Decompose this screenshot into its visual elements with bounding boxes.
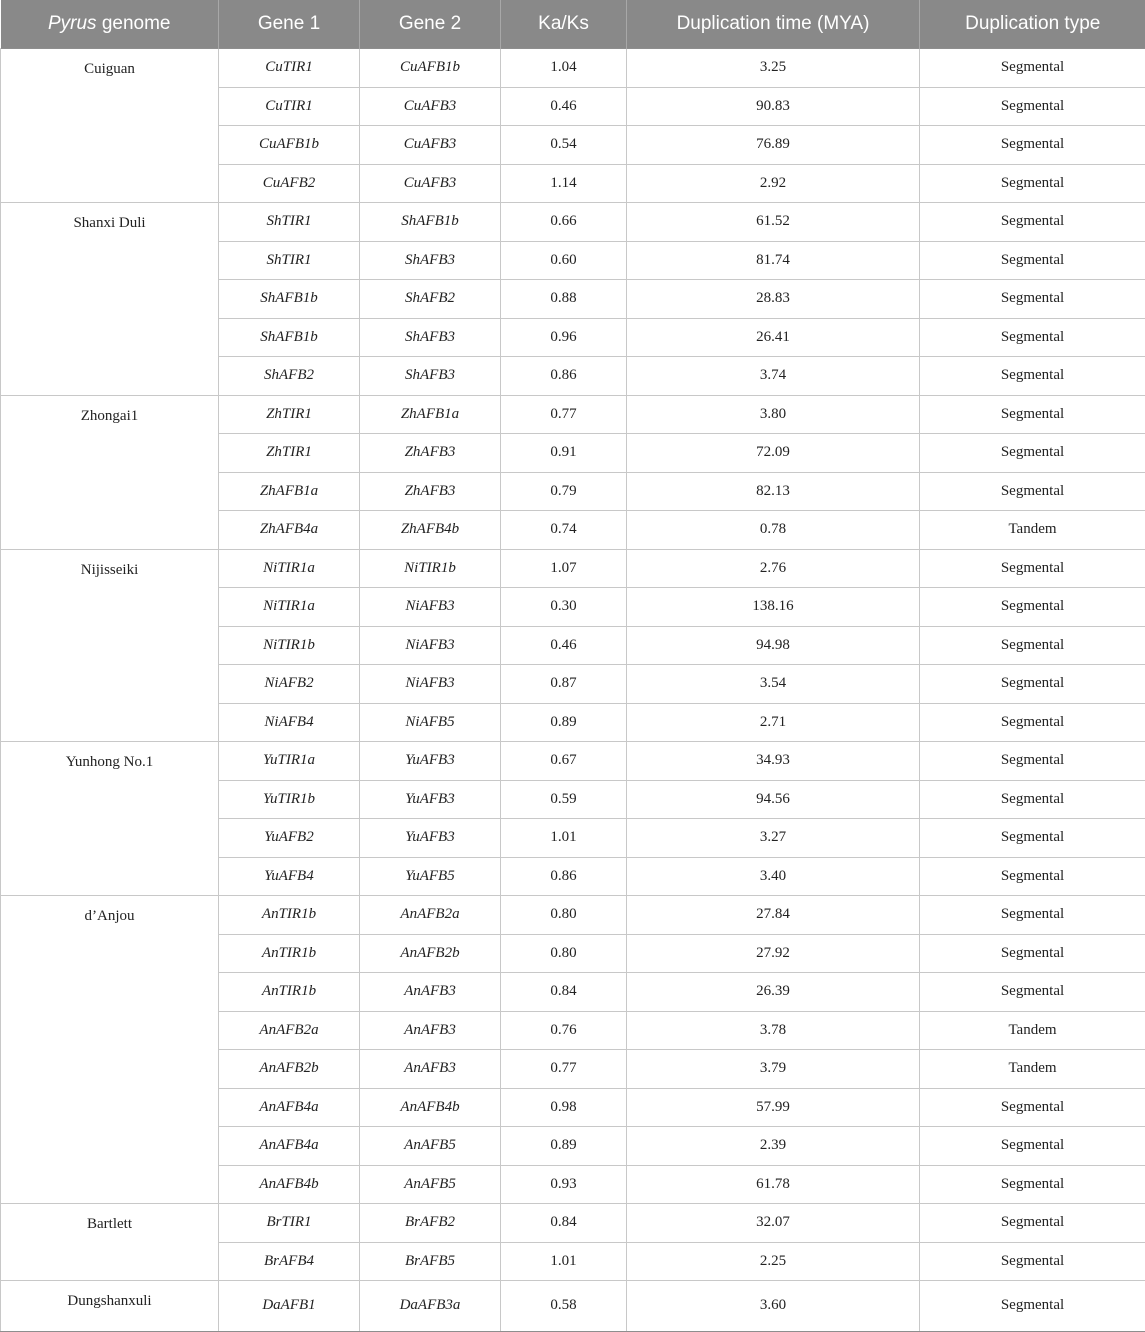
gene-1-cell: NiTIR1a: [219, 588, 360, 627]
gene-1-cell: AnAFB4b: [219, 1165, 360, 1204]
genome-name-cell: Shanxi Duli: [1, 203, 219, 396]
duplication-time-cell: 3.74: [627, 357, 920, 396]
duplication-time-cell: 28.83: [627, 280, 920, 319]
gene-1-cell: ShTIR1: [219, 203, 360, 242]
gene-1-cell: NiTIR1a: [219, 549, 360, 588]
gene-2-cell: CuAFB3: [360, 126, 501, 165]
gene-2-cell: ShAFB1b: [360, 203, 501, 242]
genome-name-cell: Cuiguan: [1, 49, 219, 203]
header-gene-2: Gene 2: [360, 0, 501, 49]
duplication-type-cell: Segmental: [920, 549, 1145, 588]
duplication-type-cell: Segmental: [920, 280, 1145, 319]
gene-1-cell: YuAFB2: [219, 819, 360, 858]
ka-ks-cell: 0.89: [501, 703, 627, 742]
duplication-type-cell: Segmental: [920, 49, 1145, 88]
gene-1-cell: ZhAFB1a: [219, 472, 360, 511]
gene-2-cell: ZhAFB3: [360, 434, 501, 473]
duplication-time-cell: 76.89: [627, 126, 920, 165]
genome-name-cell: Nijisseiki: [1, 549, 219, 742]
header-ka-ks: Ka/Ks: [501, 0, 627, 49]
duplication-time-cell: 2.76: [627, 549, 920, 588]
ka-ks-cell: 1.01: [501, 1242, 627, 1281]
genome-name-cell: Bartlett: [1, 1204, 219, 1281]
duplication-time-cell: 34.93: [627, 742, 920, 781]
ka-ks-cell: 0.89: [501, 1127, 627, 1166]
duplication-type-cell: Segmental: [920, 87, 1145, 126]
gene-1-cell: YuTIR1b: [219, 780, 360, 819]
ka-ks-cell: 0.96: [501, 318, 627, 357]
gene-1-cell: ShAFB1b: [219, 280, 360, 319]
genome-name-cell: Yunhong No.1: [1, 742, 219, 896]
ka-ks-cell: 0.93: [501, 1165, 627, 1204]
duplication-time-cell: 90.83: [627, 87, 920, 126]
ka-ks-cell: 1.07: [501, 549, 627, 588]
gene-2-cell: ShAFB3: [360, 318, 501, 357]
duplication-type-cell: Segmental: [920, 742, 1145, 781]
duplication-time-cell: 72.09: [627, 434, 920, 473]
gene-1-cell: YuTIR1a: [219, 742, 360, 781]
gene-1-cell: AnAFB2a: [219, 1011, 360, 1050]
duplication-type-cell: Segmental: [920, 588, 1145, 627]
duplication-time-cell: 26.41: [627, 318, 920, 357]
table-row: [1, 742, 1145, 781]
gene-1-cell: AnTIR1b: [219, 934, 360, 973]
duplication-time-cell: 61.78: [627, 1165, 920, 1204]
gene-1-cell: DaAFB1: [219, 1281, 360, 1332]
gene-2-cell: BrAFB2: [360, 1204, 501, 1243]
duplication-type-cell: Segmental: [920, 896, 1145, 935]
header-gene-1: Gene 1: [219, 0, 360, 49]
duplication-type-cell: Segmental: [920, 1088, 1145, 1127]
duplication-time-cell: 138.16: [627, 588, 920, 627]
ka-ks-cell: 0.67: [501, 742, 627, 781]
gene-1-cell: AnAFB4a: [219, 1127, 360, 1166]
gene-2-cell: AnAFB5: [360, 1165, 501, 1204]
ka-ks-cell: 0.79: [501, 472, 627, 511]
ka-ks-cell: 0.59: [501, 780, 627, 819]
ka-ks-cell: 1.14: [501, 164, 627, 203]
duplication-time-cell: 81.74: [627, 241, 920, 280]
gene-2-cell: ZhAFB4b: [360, 511, 501, 550]
table-row: [1, 1204, 1145, 1243]
ka-ks-cell: 0.77: [501, 395, 627, 434]
gene-2-cell: CuAFB1b: [360, 49, 501, 88]
ka-ks-cell: 0.84: [501, 1204, 627, 1243]
gene-2-cell: CuAFB3: [360, 164, 501, 203]
gene-1-cell: ZhTIR1: [219, 434, 360, 473]
gene-1-cell: NiTIR1b: [219, 626, 360, 665]
gene-2-cell: AnAFB2a: [360, 896, 501, 935]
ka-ks-cell: 0.77: [501, 1050, 627, 1089]
ka-ks-cell: 0.86: [501, 357, 627, 396]
genome-name-cell: Zhongai1: [1, 395, 219, 549]
duplication-time-cell: 94.98: [627, 626, 920, 665]
gene-1-cell: AnAFB2b: [219, 1050, 360, 1089]
ka-ks-cell: 0.86: [501, 857, 627, 896]
ka-ks-cell: 0.46: [501, 626, 627, 665]
gene-2-cell: CuAFB3: [360, 87, 501, 126]
duplication-type-cell: Segmental: [920, 472, 1145, 511]
duplication-time-cell: 0.78: [627, 511, 920, 550]
duplication-type-cell: Segmental: [920, 1281, 1145, 1332]
gene-1-cell: CuAFB2: [219, 164, 360, 203]
gene-2-cell: YuAFB5: [360, 857, 501, 896]
duplication-type-cell: Segmental: [920, 665, 1145, 704]
ka-ks-cell: 0.87: [501, 665, 627, 704]
duplication-time-cell: 82.13: [627, 472, 920, 511]
duplication-time-cell: 27.92: [627, 934, 920, 973]
header-duplication-time: Duplication time (MYA): [627, 0, 920, 49]
gene-1-cell: AnAFB4a: [219, 1088, 360, 1127]
gene-2-cell: YuAFB3: [360, 819, 501, 858]
gene-2-cell: NiAFB3: [360, 588, 501, 627]
gene-2-cell: NiAFB5: [360, 703, 501, 742]
ka-ks-cell: 0.91: [501, 434, 627, 473]
gene-2-cell: YuAFB3: [360, 780, 501, 819]
duplication-type-cell: Segmental: [920, 357, 1145, 396]
gene-2-cell: BrAFB5: [360, 1242, 501, 1281]
duplication-type-cell: Segmental: [920, 395, 1145, 434]
ka-ks-cell: 0.88: [501, 280, 627, 319]
duplication-type-cell: Segmental: [920, 203, 1145, 242]
gene-1-cell: AnTIR1b: [219, 973, 360, 1012]
ka-ks-cell: 0.98: [501, 1088, 627, 1127]
duplication-time-cell: 3.40: [627, 857, 920, 896]
gene-1-cell: ShAFB1b: [219, 318, 360, 357]
duplication-time-cell: 3.80: [627, 395, 920, 434]
duplication-time-cell: 61.52: [627, 203, 920, 242]
duplication-type-cell: Segmental: [920, 780, 1145, 819]
duplication-time-cell: 3.54: [627, 665, 920, 704]
ka-ks-cell: 0.60: [501, 241, 627, 280]
duplication-type-cell: Segmental: [920, 1242, 1145, 1281]
gene-2-cell: AnAFB3: [360, 973, 501, 1012]
gene-2-cell: AnAFB4b: [360, 1088, 501, 1127]
gene-1-cell: YuAFB4: [219, 857, 360, 896]
header-pyrus-genome: [1, 0, 219, 49]
duplication-type-cell: Tandem: [920, 1011, 1145, 1050]
gene-2-cell: AnAFB2b: [360, 934, 501, 973]
duplication-type-cell: Segmental: [920, 1204, 1145, 1243]
gene-1-cell: BrAFB4: [219, 1242, 360, 1281]
duplication-type-cell: Segmental: [920, 318, 1145, 357]
ka-ks-cell: 0.58: [501, 1281, 627, 1332]
duplication-time-cell: 3.78: [627, 1011, 920, 1050]
duplication-time-cell: 3.60: [627, 1281, 920, 1332]
duplication-type-cell: Segmental: [920, 1165, 1145, 1204]
duplication-type-cell: Tandem: [920, 1050, 1145, 1089]
header-genome-text: genome: [97, 13, 171, 34]
duplication-type-cell: Segmental: [920, 126, 1145, 165]
duplication-time-cell: 26.39: [627, 973, 920, 1012]
gene-2-cell: ZhAFB1a: [360, 395, 501, 434]
ka-ks-cell: 0.74: [501, 511, 627, 550]
duplication-time-cell: 27.84: [627, 896, 920, 935]
table-row: [1, 395, 1145, 434]
ka-ks-cell: 0.54: [501, 126, 627, 165]
duplication-type-cell: Segmental: [920, 819, 1145, 858]
gene-2-cell: NiAFB3: [360, 665, 501, 704]
ka-ks-cell: 0.76: [501, 1011, 627, 1050]
gene-2-cell: NiAFB3: [360, 626, 501, 665]
genome-name-cell: d’Anjou: [1, 896, 219, 1204]
duplication-type-cell: Segmental: [920, 857, 1145, 896]
gene-2-cell: ShAFB2: [360, 280, 501, 319]
table-row: [1, 549, 1145, 588]
duplication-time-cell: 2.39: [627, 1127, 920, 1166]
gene-1-cell: ShTIR1: [219, 241, 360, 280]
duplication-type-cell: Segmental: [920, 934, 1145, 973]
gene-2-cell: YuAFB3: [360, 742, 501, 781]
header-row: [1, 0, 1145, 49]
duplication-time-cell: 32.07: [627, 1204, 920, 1243]
duplication-type-cell: Tandem: [920, 511, 1145, 550]
gene-2-cell: AnAFB5: [360, 1127, 501, 1166]
duplication-time-cell: 2.71: [627, 703, 920, 742]
gene-2-cell: ShAFB3: [360, 357, 501, 396]
gene-2-cell: ZhAFB3: [360, 472, 501, 511]
header-pyrus-italic: Pyrus: [48, 13, 97, 34]
table-row: [1, 203, 1145, 242]
gene-2-cell: AnAFB3: [360, 1011, 501, 1050]
genome-name-cell: Dungshanxuli: [1, 1281, 219, 1332]
gene-1-cell: CuTIR1: [219, 49, 360, 88]
gene-1-cell: BrTIR1: [219, 1204, 360, 1243]
duplication-time-cell: 2.92: [627, 164, 920, 203]
duplication-type-cell: Segmental: [920, 703, 1145, 742]
gene-1-cell: ZhAFB4a: [219, 511, 360, 550]
duplication-type-cell: Segmental: [920, 1127, 1145, 1166]
duplication-time-cell: 3.25: [627, 49, 920, 88]
table-body: [1, 49, 1145, 1332]
gene-1-cell: CuTIR1: [219, 87, 360, 126]
duplication-time-cell: 57.99: [627, 1088, 920, 1127]
gene-2-cell: AnAFB3: [360, 1050, 501, 1089]
gene-1-cell: AnTIR1b: [219, 896, 360, 935]
duplication-type-cell: Segmental: [920, 626, 1145, 665]
gene-1-cell: ShAFB2: [219, 357, 360, 396]
gene-2-cell: ShAFB3: [360, 241, 501, 280]
duplication-time-cell: 94.56: [627, 780, 920, 819]
gene-2-cell: DaAFB3a: [360, 1281, 501, 1332]
ka-ks-cell: 0.80: [501, 934, 627, 973]
duplication-time-cell: 2.25: [627, 1242, 920, 1281]
table-row: [1, 896, 1145, 935]
ka-ks-cell: 1.04: [501, 49, 627, 88]
table-header: [1, 0, 1145, 49]
ka-ks-cell: 1.01: [501, 819, 627, 858]
table-row: [1, 49, 1145, 88]
duplication-type-cell: Segmental: [920, 164, 1145, 203]
table-row: [1, 1281, 1145, 1332]
header-duplication-type: Duplication type: [920, 0, 1145, 49]
duplication-type-cell: Segmental: [920, 241, 1145, 280]
gene-2-cell: NiTIR1b: [360, 549, 501, 588]
gene-1-cell: NiAFB2: [219, 665, 360, 704]
duplication-time-cell: 3.27: [627, 819, 920, 858]
ka-ks-cell: 0.66: [501, 203, 627, 242]
gene-1-cell: ZhTIR1: [219, 395, 360, 434]
duplication-type-cell: Segmental: [920, 434, 1145, 473]
gene-1-cell: NiAFB4: [219, 703, 360, 742]
ka-ks-cell: 0.46: [501, 87, 627, 126]
gene-1-cell: CuAFB1b: [219, 126, 360, 165]
duplication-type-cell: Segmental: [920, 973, 1145, 1012]
duplication-time-cell: 3.79: [627, 1050, 920, 1089]
ka-ks-cell: 0.80: [501, 896, 627, 935]
ka-ks-cell: 0.30: [501, 588, 627, 627]
ka-ks-cell: 0.84: [501, 973, 627, 1012]
